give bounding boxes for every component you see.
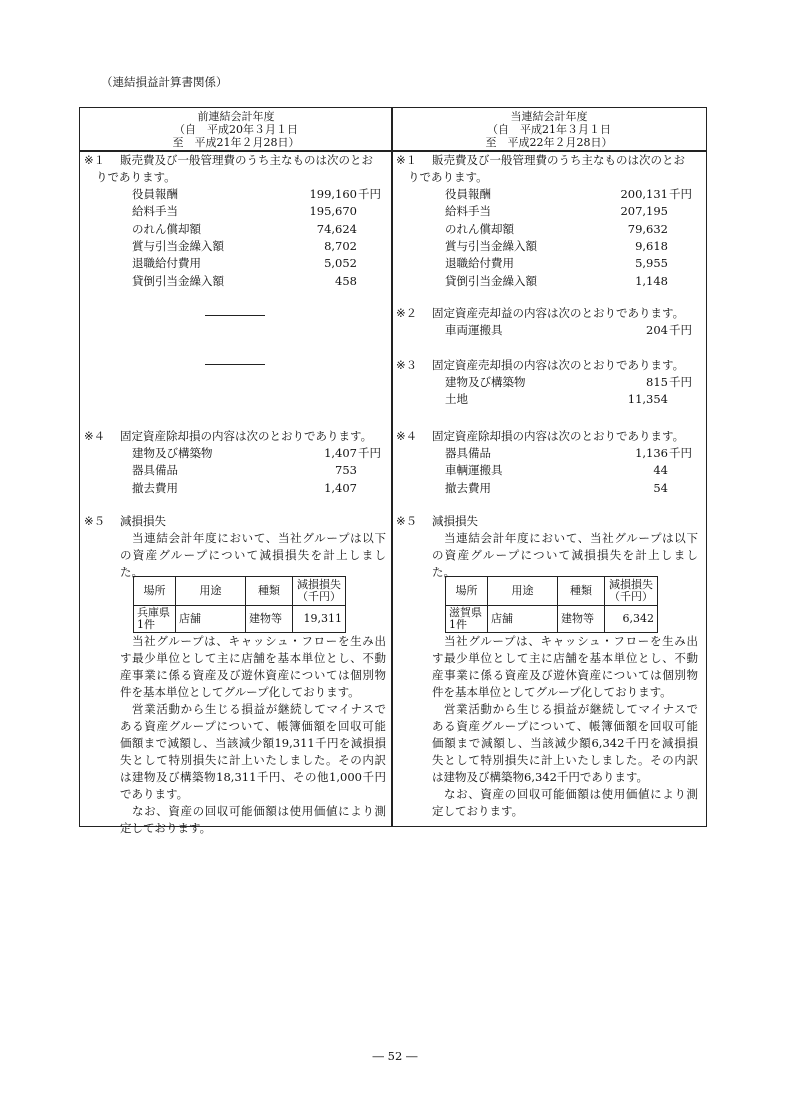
text-line: 失として特別損失に計上いたしました。その内訳 xyxy=(432,753,698,767)
column-header-line: 至 平成21年２月28日） xyxy=(172,136,300,149)
item-label: 賞与引当金繰入額 xyxy=(445,238,537,253)
note-text: 固定資産売却益の内容は次のとおりであります。 xyxy=(432,306,685,320)
column-header-line: 当連結会計年度 xyxy=(510,110,588,123)
header-text: 減損損失 xyxy=(609,578,653,591)
section-title: （連結損益計算書関係） xyxy=(101,75,228,89)
item-value: 753 xyxy=(335,463,357,478)
item-label: のれん償却額 xyxy=(132,221,201,236)
item-label: 土地 xyxy=(445,392,468,407)
table-cell xyxy=(558,606,605,633)
item-value: 1,407 xyxy=(324,446,357,460)
header-text: 場所 xyxy=(143,584,166,597)
text-line: 失として特別損失に計上いたしました。その内訳 xyxy=(120,753,386,767)
cell-text: 建物等 xyxy=(561,612,594,625)
cell-text: 1件 xyxy=(449,618,467,631)
table-header-cell xyxy=(293,577,346,606)
item-value: 5,955 xyxy=(635,256,668,271)
header-text: 場所 xyxy=(455,584,478,597)
item-value: 5,052 xyxy=(324,256,357,271)
item-value: 54 xyxy=(653,480,668,495)
note-marker: ※４ xyxy=(84,429,106,443)
table-header-cell xyxy=(488,577,558,606)
item-unit: 千円 xyxy=(669,446,692,460)
note-text-cont: りであります。 xyxy=(96,170,176,184)
item-label: 貸倒引当金繰入額 xyxy=(445,273,537,288)
table-header-cell xyxy=(446,577,488,606)
item-value: 199,160 xyxy=(309,187,357,201)
none-dash xyxy=(205,315,265,316)
item-label: 撤去費用 xyxy=(132,480,178,495)
table-header-cell xyxy=(558,577,605,606)
none-dash xyxy=(205,364,265,365)
note-intro xyxy=(432,530,698,581)
text-line: 当社グループは、キャッシュ・フローを生み出 xyxy=(132,634,386,648)
note-marker: ※２ xyxy=(396,306,418,320)
column-header-line: （自 平成20年３月１日 xyxy=(174,123,298,136)
text-line: た。 xyxy=(432,565,455,579)
table-header-cell xyxy=(134,577,176,606)
column-header-line: 前連結会計年度 xyxy=(197,110,275,123)
header-text: （千円） xyxy=(609,590,653,603)
text-line: 当連結会計年度において、当社グループは以下 xyxy=(444,531,698,545)
cell-text: 店舗 xyxy=(491,612,513,625)
note-intro xyxy=(120,530,386,581)
cell-text: 6,342 xyxy=(622,612,654,625)
header-text: 用途 xyxy=(199,584,222,597)
text-line: の資産グループについて減損損失を計上しまし xyxy=(432,548,698,562)
note-title: 減損損失 xyxy=(432,514,478,528)
item-unit: 千円 xyxy=(669,375,692,389)
item-label: 退職給付費用 xyxy=(132,256,201,271)
cell-text: 19,311 xyxy=(303,612,342,625)
item-value: 458 xyxy=(335,273,357,288)
table-header-cell xyxy=(605,577,658,606)
item-label: 賞与引当金繰入額 xyxy=(132,238,224,253)
text-line: 定しております。 xyxy=(120,821,212,835)
item-label: 車両運搬具 xyxy=(445,323,503,337)
note-marker: ※４ xyxy=(396,429,418,443)
item-label: 給料手当 xyxy=(445,204,491,219)
table-header-cell xyxy=(246,577,293,606)
header-text: （千円） xyxy=(297,590,341,603)
item-label: 貸倒引当金繰入額 xyxy=(132,273,224,288)
text-line: なお、資産の回収可能価額は使用価値により測 xyxy=(132,804,386,818)
item-label: 車輌運搬具 xyxy=(445,463,503,478)
item-label: 器具備品 xyxy=(132,463,178,478)
text-line: の資産グループについて減損損失を計上しまし xyxy=(120,548,386,562)
text-line: 件を基本単位としてグループ化しております。 xyxy=(432,685,672,699)
text-line: た。 xyxy=(120,565,143,579)
note-marker: ※５ xyxy=(396,514,418,528)
table-cell xyxy=(446,606,488,633)
table-cell xyxy=(246,606,293,633)
note-marker: ※５ xyxy=(84,514,106,528)
text-line: 産事業に係る資産及び遊休資産については個別物 xyxy=(120,668,386,682)
header-text: 種類 xyxy=(570,584,592,597)
item-label: 器具備品 xyxy=(445,446,491,460)
note-text: 固定資産除却損の内容は次のとおりであります。 xyxy=(432,429,685,443)
table-cell xyxy=(605,606,658,633)
note-marker: ※１ xyxy=(396,153,418,167)
note-body xyxy=(120,633,386,837)
table-cell xyxy=(293,606,346,633)
item-value: 1,407 xyxy=(324,480,357,495)
text-line: 産事業に係る資産及び遊休資産については個別物 xyxy=(432,668,698,682)
cell-text: 店舗 xyxy=(179,612,201,625)
text-line: 価額まで減額し、当該減少額6,342千円を減損損 xyxy=(432,736,698,750)
item-label: 建物及び構築物 xyxy=(132,446,213,460)
text-line: 営業活動から生じる損益が継続してマイナスで xyxy=(444,702,698,716)
text-line: であります。 xyxy=(120,787,189,801)
item-label: 役員報酬 xyxy=(445,187,491,201)
item-unit: 千円 xyxy=(669,323,692,337)
text-line: 価額まで減額し、当該減少額19,311千円を減損損 xyxy=(120,736,386,750)
text-line: ある資産グループについて、帳簿価額を回収可能 xyxy=(432,719,698,733)
cell-text: 滋賀県 xyxy=(449,606,482,619)
text-line: 定しております。 xyxy=(432,804,524,818)
text-line: は建物及び構築物18,311千円、その他1,000千円 xyxy=(120,770,386,784)
page-number: ― 52 ― xyxy=(372,1049,418,1063)
text-line: ある資産グループについて、帳簿価額を回収可能 xyxy=(120,719,386,733)
note-text: 固定資産除却損の内容は次のとおりであります。 xyxy=(120,429,373,443)
note-title: 減損損失 xyxy=(120,514,166,528)
text-line: す最少単位として主に店舗を基本単位とし、不動 xyxy=(432,651,698,665)
header-text: 用途 xyxy=(511,584,534,597)
header-text: 種類 xyxy=(258,584,280,597)
item-value: 195,670 xyxy=(309,204,357,219)
impairment-table xyxy=(445,576,658,633)
item-label: 建物及び構築物 xyxy=(445,375,526,389)
item-label: 撤去費用 xyxy=(445,480,491,495)
item-label: 給料手当 xyxy=(132,204,178,219)
note-marker: ※１ xyxy=(84,153,106,167)
text-line: す最少単位として主に店舗を基本単位とし、不動 xyxy=(120,651,386,665)
table-cell xyxy=(488,606,558,633)
item-value: 8,702 xyxy=(324,238,357,253)
item-value: 815 xyxy=(646,375,668,389)
item-label: 役員報酬 xyxy=(132,187,178,201)
item-unit: 千円 xyxy=(358,446,381,460)
cell-text: 兵庫県 xyxy=(137,606,170,619)
cell-text: 1件 xyxy=(137,618,155,631)
item-value: 204 xyxy=(646,323,668,337)
item-value: 1,148 xyxy=(635,273,668,288)
cell-text: 建物等 xyxy=(249,612,282,625)
column-divider xyxy=(391,107,393,827)
item-value: 74,624 xyxy=(316,221,357,236)
note-text: 販売費及び一般管理費のうち主なものは次のとお xyxy=(120,153,373,167)
column-header-line: 至 平成22年２月28日） xyxy=(485,136,613,149)
header-text: 減損損失 xyxy=(297,578,341,591)
item-label: 退職給付費用 xyxy=(445,256,514,271)
column-header-line: （自 平成21年３月１日 xyxy=(487,123,611,136)
item-label: のれん償却額 xyxy=(445,221,514,236)
note-text: 固定資産売却損の内容は次のとおりであります。 xyxy=(432,358,685,372)
note-body xyxy=(432,633,698,820)
item-value: 79,632 xyxy=(627,221,668,236)
item-value: 200,131 xyxy=(620,187,668,201)
note-marker: ※３ xyxy=(396,358,418,372)
impairment-table xyxy=(133,576,346,633)
text-line: 当社グループは、キャッシュ・フローを生み出 xyxy=(444,634,698,648)
table-cell xyxy=(176,606,246,633)
text-line: なお、資産の回収可能価額は使用価値により測 xyxy=(444,787,698,801)
text-line: 営業活動から生じる損益が継続してマイナスで xyxy=(132,702,386,716)
text-line: 件を基本単位としてグループ化しております。 xyxy=(120,685,360,699)
text-line: 当連結会計年度において、当社グループは以下 xyxy=(132,531,386,545)
note-text: 販売費及び一般管理費のうち主なものは次のとお xyxy=(432,153,685,167)
item-unit: 千円 xyxy=(669,187,692,201)
item-unit: 千円 xyxy=(358,187,381,201)
item-value: 9,618 xyxy=(635,238,668,253)
table-cell xyxy=(134,606,176,633)
note-text-cont: りであります。 xyxy=(408,170,488,184)
item-value: 207,195 xyxy=(620,204,668,219)
table-header-cell xyxy=(176,577,246,606)
item-value: 11,354 xyxy=(627,392,668,407)
item-value: 1,136 xyxy=(635,446,668,460)
text-line: は建物及び構築物6,342千円であります。 xyxy=(432,770,649,784)
item-value: 44 xyxy=(653,463,668,478)
